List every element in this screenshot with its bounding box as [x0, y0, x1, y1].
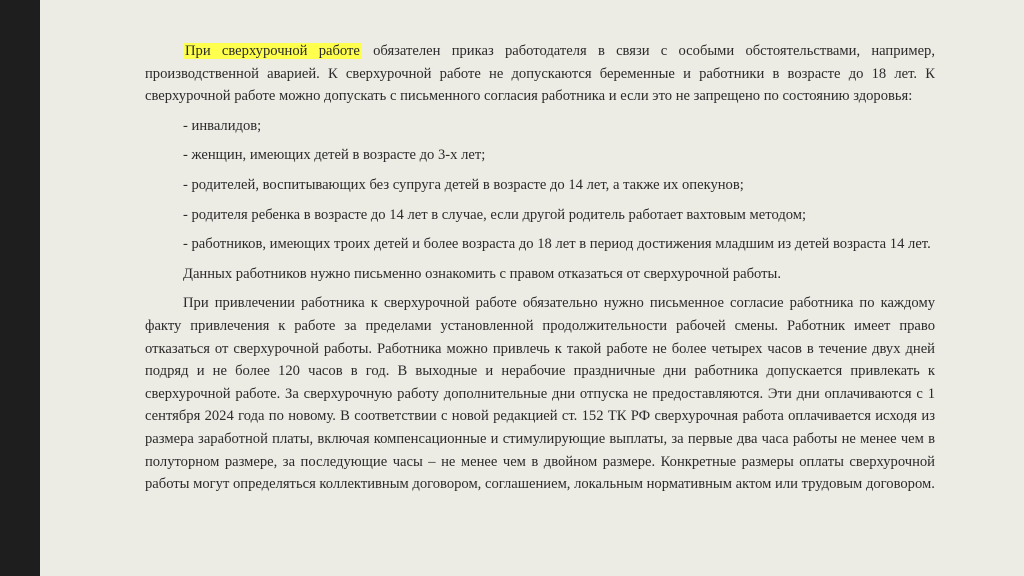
list-item: - родителей, воспитывающих без супруга детей в возрасте до 14 лет, а также их опекунов; — [183, 176, 744, 193]
paragraph-overtime-rules: При привлечении работника к сверхурочной работе обязательно нужно письменное согласие работника по каждому факту привлечения к работе за пределами установленной продолжительности рабочей смены. Работник имеет право отказаться от сверхурочной работы. Работника можно привлечь к такой работе не более четырех часов в течение двух дней подряд и не более 120 часов в год. В выходные и нерабочие праздничные дни работника допускается привлекать к сверхурочной работе. За сверхурочную работу дополнительные дни отпуска не предоставляются. Эти дни оплачиваются с 1 сентября 2024 года по новому. В соответствии с новой редакцией ст. 152 ТК РФ сверхурочная работа оплачивается исходя из размера заработной платы, включая компенсационные и стимулирующие выплаты, за первые два часа работы не менее чем в полуторном размере, за последующие часы – не менее чем в двойном размере. Конкретные размеры оплаты сверхурочной работы могут определяться коллективным договором, соглашением, локальным нормативным актом или трудовым договором. — [145, 295, 935, 493]
list-item: - родителя ребенка в возрасте до 14 лет в случае, если другой родитель работает вахтовым методом; — [183, 206, 807, 223]
paragraph-acquaint: Данных работников нужно письменно ознакомить с правом отказаться от сверхурочной работы. — [183, 265, 781, 282]
list-item: - женщин, имеющих детей в возрасте до 3-х лет; — [183, 147, 486, 164]
paragraph-text: обязателен приказ работодателя в связи с особыми обстоятельствами, например, производственной аварией. К сверхурочной работе не допускаются беременные и работники в возрасте до 18 лет. К сверхурочной работе можно допускать с письменного согласия работника и если это не запрещено по состоянию здоровья: — [145, 43, 935, 105]
highlighted-phrase: При сверхурочной работе — [185, 43, 360, 59]
list-item: - работников, имеющих троих детей и более возраста до 18 лет в период достижения младшим из детей возраста 14 лет. — [183, 236, 931, 253]
slide-left-bar — [0, 0, 40, 576]
paragraph-overtime-order — [145, 40, 935, 108]
slide-text-body — [145, 40, 935, 503]
list-item: - инвалидов; — [183, 117, 262, 134]
